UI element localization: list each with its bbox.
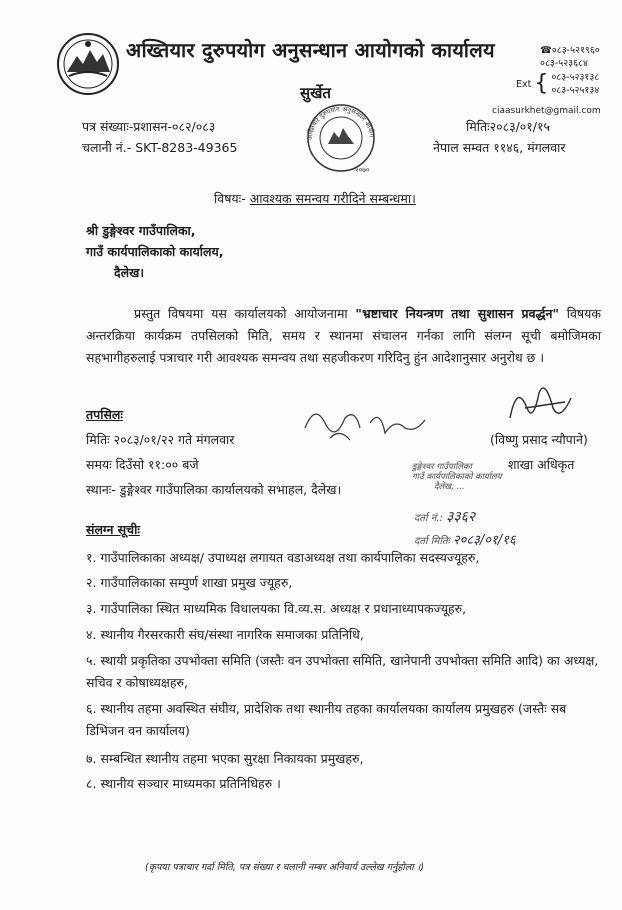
stamp-line-3: दैलेख, ... bbox=[434, 482, 465, 492]
office-seal-stamp bbox=[302, 100, 380, 176]
handwritten-initials bbox=[300, 398, 430, 458]
subject-label: विषयः- bbox=[214, 191, 246, 206]
recipient-line-2: गाउँ कार्यपालिकाको कार्यालय, bbox=[86, 244, 224, 259]
reference-number: पत्र संख्याः-प्रशासन-०८२/०८३ bbox=[82, 119, 216, 134]
recipient-line-1: श्री डुङ्गेश्वर गाउँपालिका, bbox=[86, 223, 196, 238]
stamp-line-2: गाउँ कार्यपालिकाको कार्यालय bbox=[412, 472, 502, 482]
dispatch-number: चलानी नं.- SKT-8283-49365 bbox=[82, 140, 238, 155]
enclosure-item-7: ७. सम्बन्धित स्थानीय तहमा भएका सुरक्षा निकायका प्रमुखहरु, bbox=[86, 751, 364, 766]
darta-date-row bbox=[414, 530, 516, 548]
ext-numbers bbox=[516, 71, 599, 97]
enclosure-item-2: २. गाउँपालिकाका सम्पुर्ण शाखा प्रमुख ज्यूहरु, bbox=[86, 575, 293, 590]
darta-date-label: दर्ता मितिः bbox=[414, 536, 450, 547]
enclosure-item-1: १. गाउँपालिकाका अध्यक्ष/ उपाध्यक्ष लगायत वडाअध्यक्ष तथा कार्यपालिका सदस्यज्यूहरु, bbox=[86, 550, 480, 565]
phone-1: ☎०८३-५२१९६० bbox=[540, 45, 600, 56]
darta-date: २०८३/०१/१६ bbox=[452, 533, 516, 548]
seal-text: अख्तियार दुरुपयोग अनुसन्धान आयोग bbox=[305, 104, 376, 141]
signatory-name: (विष्णु प्रसाद न्यौपाने) bbox=[490, 432, 588, 447]
seal-year: २०७० bbox=[355, 166, 370, 174]
darta-number: ३३६२ bbox=[446, 509, 476, 525]
brace-icon: { bbox=[534, 71, 549, 96]
letter-body bbox=[86, 303, 601, 369]
phone-numbers bbox=[540, 44, 600, 70]
enclosure-item-3: ३. गाउँपालिका स्थित माध्यमिक विधालयका वि.व्य.स. अध्यक्ष र प्रधानाध्यापकज्यूहरु, bbox=[86, 601, 467, 616]
schedule-venue: स्थानः- डुङ्गेश्वर गाउँपालिका कार्यालयको सभाहल, दैलेख। bbox=[86, 482, 342, 497]
signatory-role: शाखा अधिकृत bbox=[508, 457, 575, 472]
enclosure-item-8: ८. स्थानीय सञ्चार माध्यमका प्रतिनिधिहरु । bbox=[86, 776, 281, 791]
footer-note: (कृपया पत्राचार गर्दा मिति, पत्र संख्या र चलानी नम्बर अनिवार्य उल्लेख गर्नुहोला ।) bbox=[145, 862, 425, 873]
nepal-era-date: नेपाल सम्वत ११४६, मंगलवार bbox=[433, 140, 566, 155]
ext-label: Ext bbox=[516, 78, 532, 90]
darta-number-row bbox=[414, 507, 475, 526]
ext-1: ०८३-५२३१३८ bbox=[551, 72, 600, 83]
program-name: "भ्रष्टाचार नियन्त्रण तथा सुशासन प्रवर्द्धन" bbox=[355, 306, 559, 321]
enclosure-item-4: ४. स्थानीय गैरसरकारी संघ/संस्था नागरिक समाजका प्रतिनिधि, bbox=[86, 627, 364, 642]
subject-line bbox=[214, 190, 416, 207]
letter-date: मितिः२०८३/०१/१५ bbox=[466, 119, 551, 134]
stamp-line-1: डुङ्गेश्वर गाउँपालिका bbox=[412, 462, 472, 472]
schedule-time: समयः दिउँसो ११:०० बजे bbox=[86, 457, 199, 472]
emblem-logo bbox=[55, 32, 121, 96]
schedule-heading: तपसिलः bbox=[86, 407, 123, 422]
recipient-line-3: दैलेख। bbox=[114, 265, 145, 280]
office-location: सुर्खेत bbox=[300, 84, 331, 102]
ext-2: ०८३-५२५१३४ bbox=[551, 85, 600, 96]
enclosure-heading: संलग्न सूचीः bbox=[86, 522, 140, 537]
receipt-stamp bbox=[412, 462, 502, 492]
office-email: ciaasurkhet@gmail.com bbox=[492, 106, 601, 116]
darta-number-label: दर्ता नं.: bbox=[414, 513, 443, 524]
office-title: अख्तियार दुरुपयोग अनुसन्धान आयोगको कार्यालय bbox=[126, 38, 495, 62]
schedule-date: मितिः २०८३/०१/२२ गते मंगलवार bbox=[86, 432, 235, 447]
phone-2: ०८३-५२३६८४ bbox=[540, 58, 588, 69]
body-part-2: विषयक अन्तरक्रिया कार्यक्रम तपसिलको मिति, समय र स्थानमा संचालन गर्नका लागि संलग्न सूची बमोजिमका सहभागीहरुलाई पत्राचार गरी आवश्यक समन्वय तथा सहजीकरण गरिदिनु हुंन आदेशानुसार अनुरोध छ । bbox=[86, 306, 601, 365]
enclosure-item-5: ५. स्थायी प्रकृतिका उपभोक्ता समिति (जस्तैः वन उपभोक्ता समिति, खानेपानी उपभोक्ता समिति आदि) का अध्यक्ष, सचिव र कोषाध्यक्षहरु, bbox=[86, 653, 599, 690]
signature bbox=[505, 378, 575, 428]
body-part-1: प्रस्तुत विषयमा यस कार्यालयको आयोजनामा bbox=[134, 306, 356, 321]
subject-text: आवश्यक समन्वय गरीदिने सम्बन्धमा। bbox=[249, 191, 416, 206]
enclosure-item-6: ६. स्थानीय तहमा अवस्थित संघीय, प्रादेशिक तथा स्थानीय तहका कार्यालयका कार्यालय प्रमुखहरु (जस्तैः सब डिभिजन वन कार्यालय) bbox=[86, 701, 567, 738]
